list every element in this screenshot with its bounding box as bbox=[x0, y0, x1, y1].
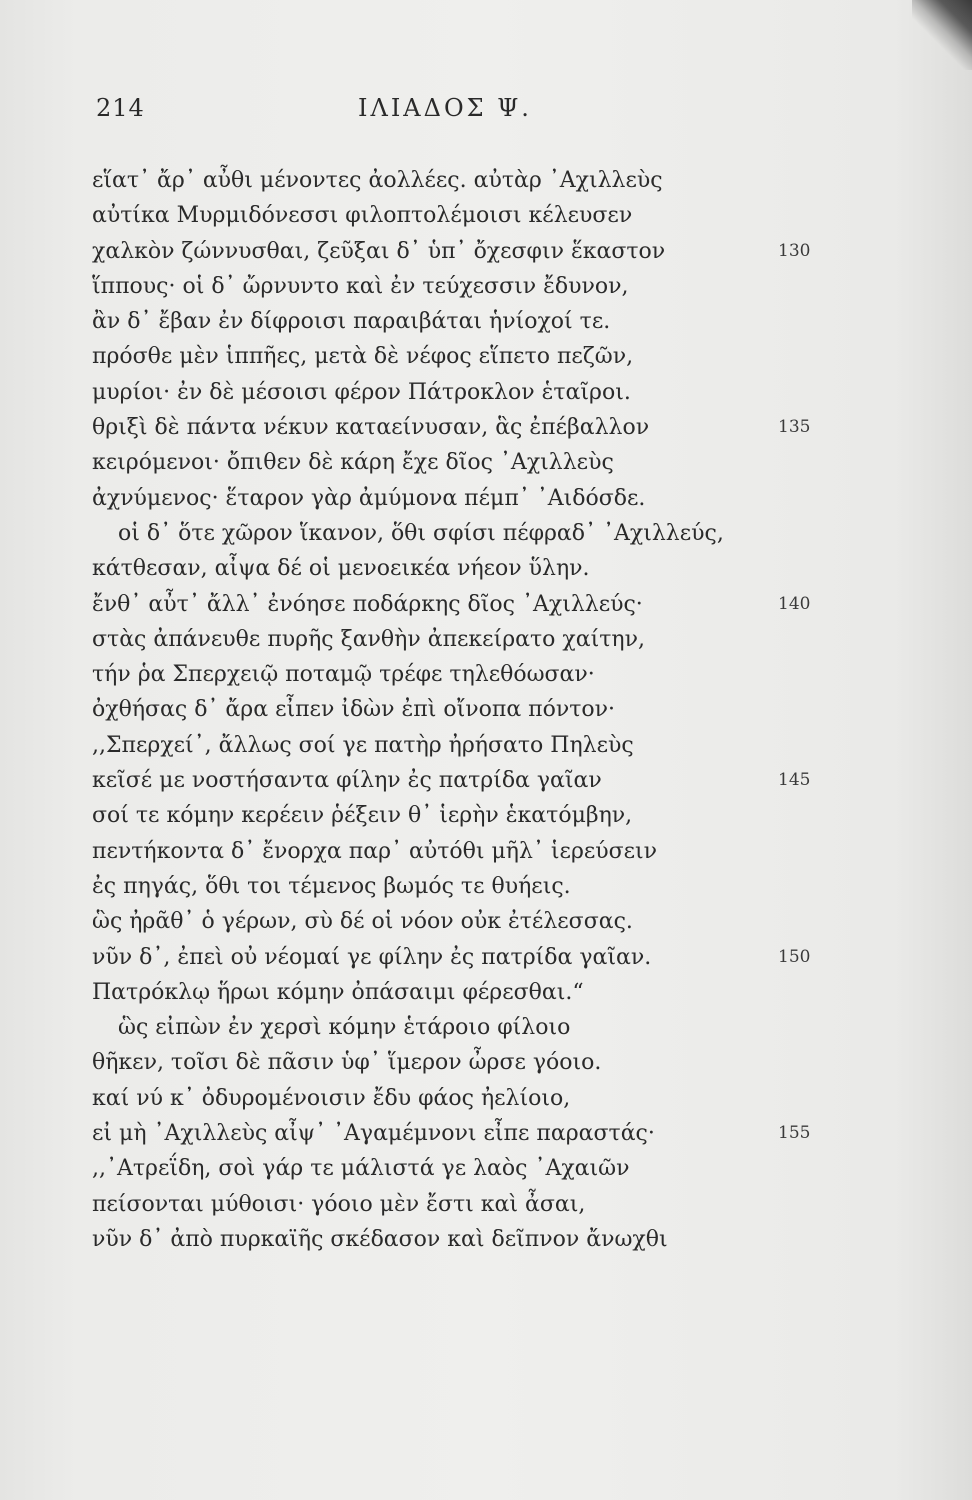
verse-block bbox=[92, 163, 922, 1257]
verse-line bbox=[92, 234, 922, 269]
line-number: 130 bbox=[778, 240, 811, 261]
verse-text: στὰς ἀπάνευθε πυρῆς ξανθὴν ἀπεκείρατο χαίτην, bbox=[92, 626, 645, 652]
line-number: 155 bbox=[778, 1123, 811, 1144]
verse-line bbox=[92, 975, 922, 1010]
verse-line bbox=[92, 622, 922, 657]
line-number: 145 bbox=[778, 770, 811, 791]
verse-text: ἂν δ᾽ ἔβαν ἐν δίφροισι παραιβάται ἡνίοχοί τε. bbox=[92, 309, 611, 335]
verse-line bbox=[92, 375, 922, 410]
verse-text: ἵππους· οἱ δ᾽ ὤρνυντο καὶ ἐν τεύχεσσιν ἔδυνον, bbox=[92, 273, 629, 299]
verse-line bbox=[92, 269, 922, 304]
verse-text: ὀχθήσας δ᾽ ἄρα εἶπεν ἰδὼν ἐπὶ οἴνοπα πόντον· bbox=[92, 697, 616, 723]
running-title: ΙΛΙΑΔΟΣ Ψ. bbox=[358, 94, 532, 122]
verse-text: εἰ μὴ ᾽Αχιλλεὺς αἶψ᾽ ᾽Αγαμέμνονι εἶπε παραστάς· bbox=[92, 1121, 655, 1147]
verse-line bbox=[92, 657, 922, 692]
verse-line bbox=[92, 551, 922, 586]
verse-line bbox=[92, 481, 922, 516]
verse-text: ἐς πηγάς, ὅθι τοι τέμενος βωμός τε θυήεις. bbox=[92, 873, 571, 899]
verse-line bbox=[92, 163, 922, 198]
verse-text: χαλκὸν ζώννυσθαι, ζεῦξαι δ᾽ ὑπ᾽ ὄχεσφιν ἕκαστον bbox=[92, 238, 666, 264]
verse-text: κειρόμενοι· ὄπιθεν δὲ κάρη ἔχε δῖος ᾽Αχιλλεὺς bbox=[92, 450, 614, 476]
verse-line bbox=[92, 339, 922, 374]
verse-line bbox=[92, 728, 922, 763]
verse-text: οἱ δ᾽ ὅτε χῶρον ἵκανον, ὅθι σφίσι πέφραδ᾽ ᾽Αχιλλεύς, bbox=[118, 520, 724, 546]
verse-text: πείσονται μύθοισι· γόοιο μὲν ἔστι καὶ ἆσαι, bbox=[92, 1191, 586, 1217]
verse-text: ὣς εἰπὼν ἐν χερσὶ κόμην ἑτάροιο φίλοιο bbox=[118, 1015, 571, 1041]
verse-text: Πατρόκλῳ ἥρωι κόμην ὀπάσαιμι φέρεσθαι.“ bbox=[92, 979, 584, 1005]
verse-line bbox=[92, 1116, 922, 1151]
page-number: 214 bbox=[96, 94, 145, 122]
verse-line bbox=[92, 1151, 922, 1186]
verse-line bbox=[92, 587, 922, 622]
verse-text: εἵατ᾽ ἄρ᾽ αὖθι μένοντες ἀολλέες. αὐτὰρ ᾽Αχιλλεὺς bbox=[92, 168, 663, 193]
verse-line bbox=[92, 834, 922, 869]
verse-line bbox=[92, 1010, 922, 1045]
verse-line bbox=[92, 869, 922, 904]
verse-text: ,,Σπερχεί᾽, ἄλλως σοί γε πατὴρ ἠρήσατο Πηλεὺς bbox=[92, 732, 634, 758]
line-number: 140 bbox=[778, 593, 811, 614]
verse-line bbox=[92, 445, 922, 480]
verse-text: τήν ῥα Σπερχειῷ ποταμῷ τρέφε τηλεθόωσαν· bbox=[92, 662, 595, 688]
verse-line bbox=[92, 763, 922, 798]
verse-line bbox=[92, 798, 922, 833]
verse-text: ἔνθ᾽ αὖτ᾽ ἄλλ᾽ ἐνόησε ποδάρκης δῖος ᾽Αχιλλεύς· bbox=[92, 591, 643, 617]
verse-text: νῦν δ᾽, ἐπεὶ οὐ νέομαί γε φίλην ἐς πατρίδα γαῖαν. bbox=[92, 944, 652, 970]
verse-text: θῆκεν, τοῖσι δὲ πᾶσιν ὑφ᾽ ἵμερον ὦρσε γόοιο. bbox=[92, 1050, 602, 1076]
verse-line bbox=[92, 1045, 922, 1080]
verse-line bbox=[92, 516, 922, 551]
line-number: 150 bbox=[778, 946, 811, 967]
verse-line bbox=[92, 1187, 922, 1222]
verse-text: αὐτίκα Μυρμιδόνεσσι φιλοπτολέμοισι κέλευσεν bbox=[92, 203, 633, 229]
verse-line bbox=[92, 304, 922, 339]
verse-text: ἀχνύμενος· ἕταρον γὰρ ἀμύμονα πέμπ᾽ ᾽Αιδόσδε. bbox=[92, 485, 646, 511]
verse-line bbox=[92, 1222, 922, 1257]
line-number: 135 bbox=[778, 417, 811, 438]
verse-text: σοί τε κόμην κερέειν ῥέξειν θ᾽ ἱερὴν ἑκατόμβην, bbox=[92, 803, 633, 829]
verse-text: μυρίοι· ἐν δὲ μέσοισι φέρον Πάτροκλον ἑταῖροι. bbox=[92, 379, 631, 405]
verse-text: κεῖσέ με νοστήσαντα φίλην ἐς πατρίδα γαῖαν bbox=[92, 768, 602, 794]
verse-text: νῦν δ᾽ ἀπὸ πυρκαϊῆς σκέδασον καὶ δεῖπνον ἄνωχθι bbox=[92, 1226, 668, 1252]
verse-text: ,,᾽Ατρεΐδη, σοὶ γάρ τε μάλιστά γε λαὸς ᾽Αχαιῶν bbox=[92, 1156, 630, 1182]
verse-line bbox=[92, 1081, 922, 1116]
page-corner-shadow bbox=[912, 0, 972, 70]
running-head bbox=[0, 94, 972, 130]
verse-text: θριξὶ δὲ πάντα νέκυν καταείνυσαν, ἃς ἐπέβαλλον bbox=[92, 415, 650, 441]
verse-text: καί νύ κ᾽ ὀδυρομένοισιν ἔδυ φάος ἠελίοιο, bbox=[92, 1085, 571, 1111]
verse-text: πρόσθε μὲν ἱππῆες, μετὰ δὲ νέφος εἵπετο πεζῶν, bbox=[92, 344, 634, 370]
verse-line bbox=[92, 940, 922, 975]
verse-text: κάτθεσαν, αἶψα δέ οἱ μενοεικέα νήεον ὕλην. bbox=[92, 556, 590, 582]
verse-line bbox=[92, 198, 922, 233]
verse-text: ὣς ἠρᾶθ᾽ ὁ γέρων, σὺ δέ οἱ νόον οὐκ ἐτέλεσσας. bbox=[92, 909, 633, 935]
verse-line bbox=[92, 410, 922, 445]
verse-text: πεντήκοντα δ᾽ ἔνορχα παρ᾽ αὐτόθι μῆλ᾽ ἱερεύσειν bbox=[92, 838, 658, 864]
verse-line bbox=[92, 904, 922, 939]
verse-line bbox=[92, 692, 922, 727]
